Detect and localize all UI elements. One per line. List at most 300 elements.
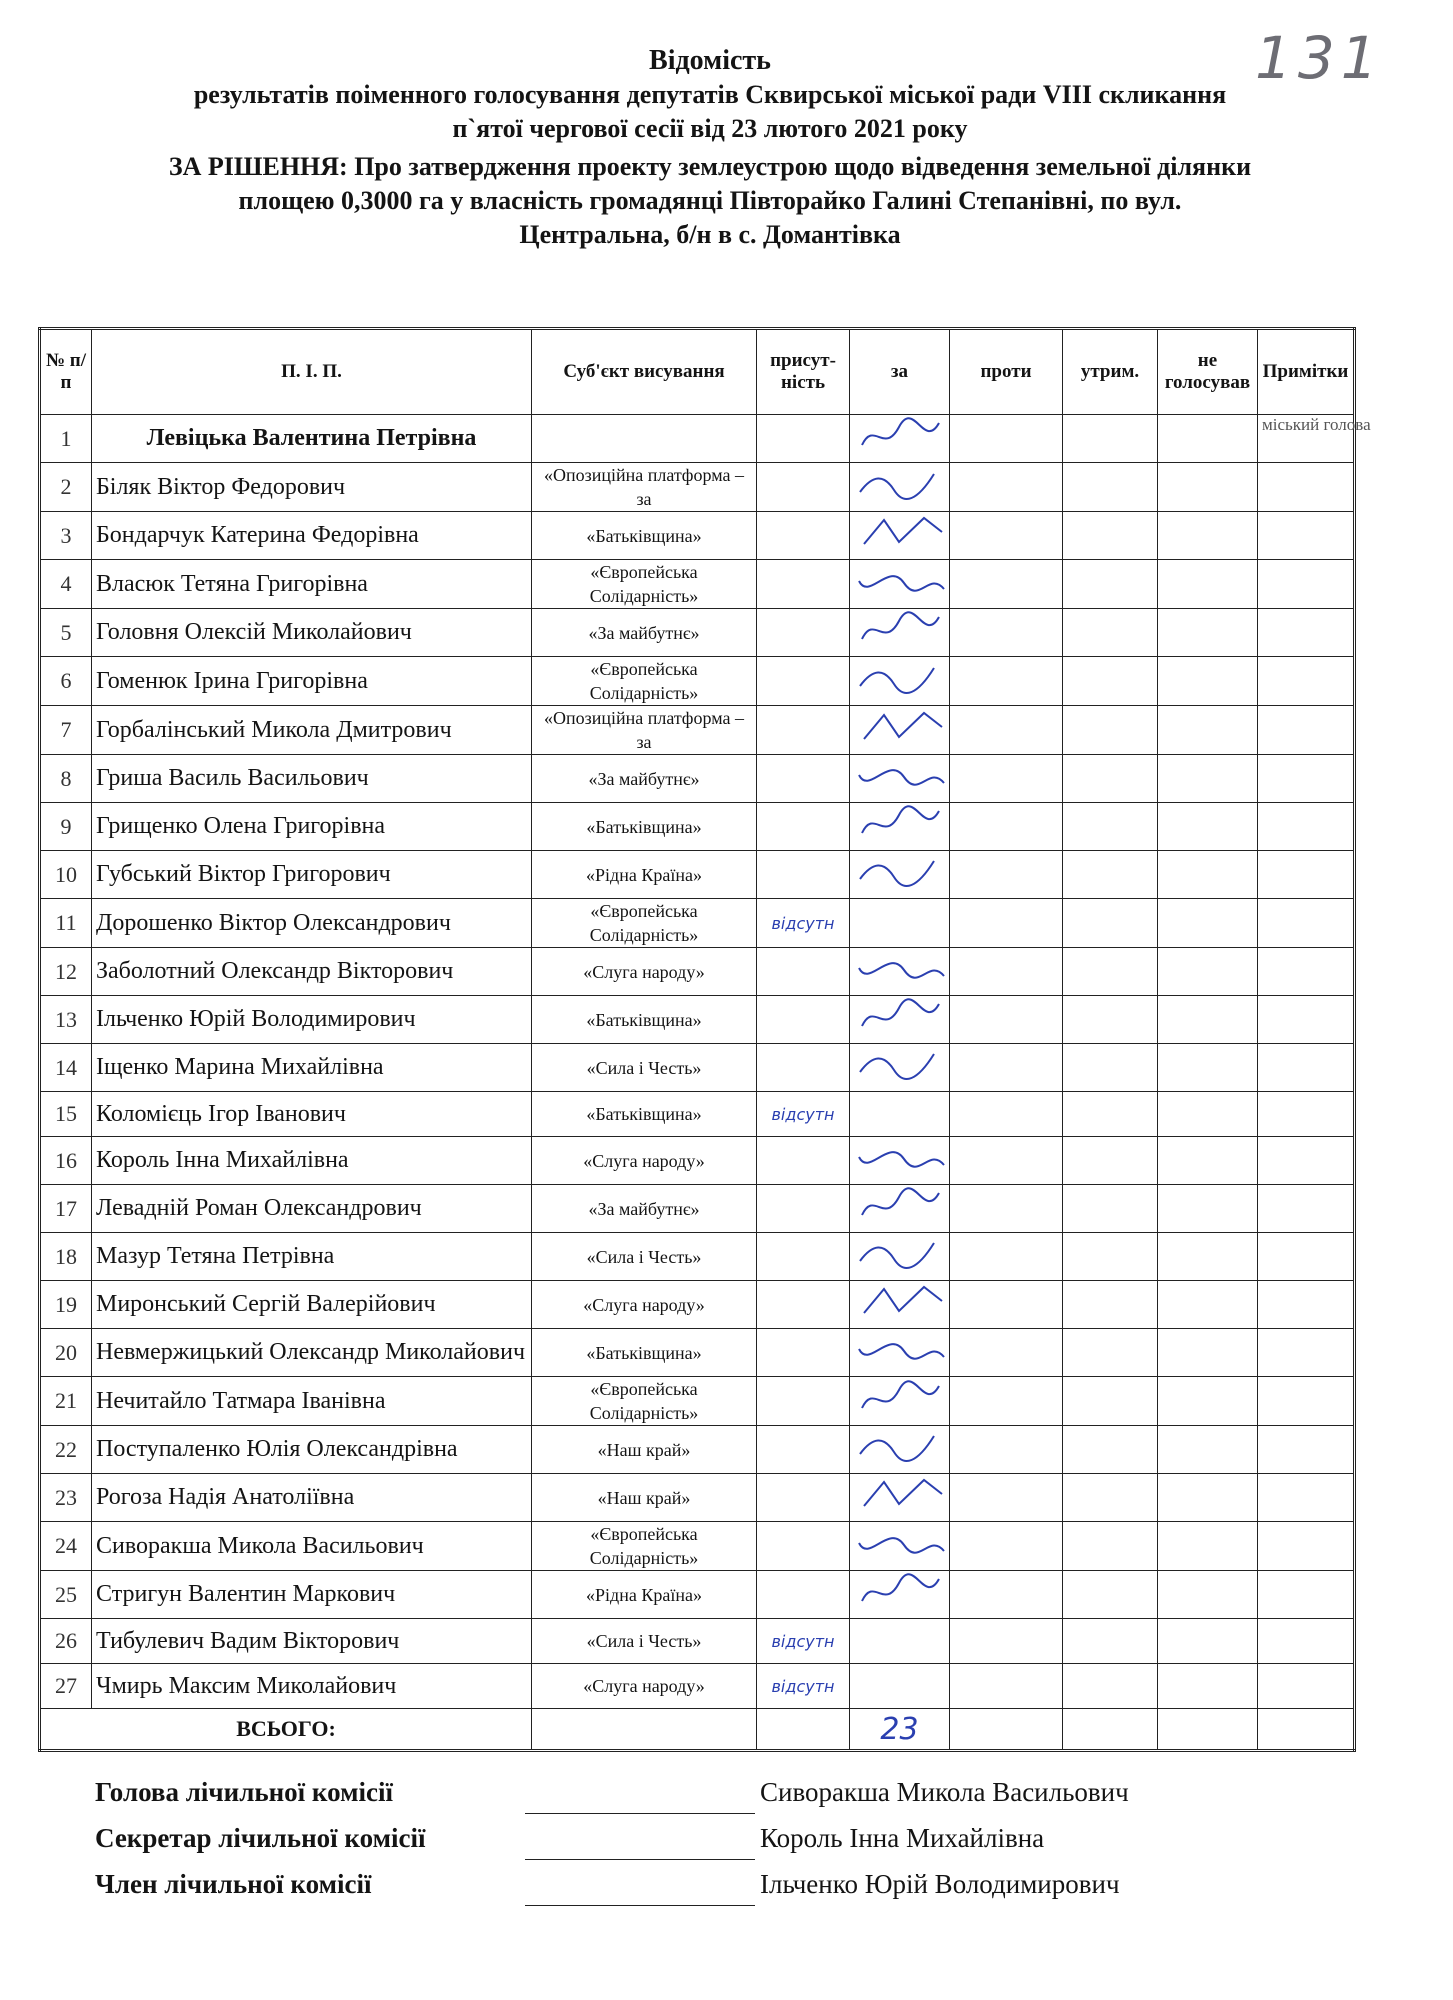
not-voted-cell (1158, 755, 1258, 803)
row-number: 14 (40, 1044, 92, 1092)
vote-for-cell (850, 1474, 950, 1522)
presence-mark (757, 609, 850, 657)
nominating-subject: «Європейська Солідарність» (532, 657, 757, 706)
total-label: ВСЬОГО: (40, 1709, 532, 1751)
note-cell (1258, 1619, 1355, 1664)
table-row (40, 899, 1355, 948)
signature-line (525, 1813, 755, 1814)
deputy-name: Ільченко Юрій Володимирович (92, 996, 532, 1044)
nominating-subject: «Європейська Солідарність» (532, 560, 757, 609)
vote-abstain-cell (1063, 1474, 1158, 1522)
decision-line-3: Центральна, б/н в с. Домантівка (519, 220, 901, 249)
presence-mark (757, 415, 850, 463)
vote-against-cell (950, 1281, 1063, 1329)
presence-mark (757, 851, 850, 899)
not-voted-cell (1158, 706, 1258, 755)
presence-mark (757, 996, 850, 1044)
deputy-name: Миронський Сергій Валерійович (92, 1281, 532, 1329)
document-title: Відомість (649, 45, 771, 76)
table-row (40, 560, 1355, 609)
vote-for-cell (850, 657, 950, 706)
vote-for-cell (850, 1281, 950, 1329)
header-line-3: п`ятої чергової сесії від 23 лютого 2021 року (452, 114, 968, 143)
vote-abstain-cell (1063, 1426, 1158, 1474)
vote-abstain-cell (1063, 706, 1158, 755)
note-cell (1258, 1474, 1355, 1522)
note-cell (1258, 560, 1355, 609)
presence-mark (757, 1426, 850, 1474)
vote-for-cell (850, 1137, 950, 1185)
row-number: 20 (40, 1329, 92, 1377)
vote-against-cell (950, 1092, 1063, 1137)
vote-abstain-cell (1063, 899, 1158, 948)
deputy-name: Нечитайло Татмара Іванівна (92, 1377, 532, 1426)
note-cell (1258, 463, 1355, 512)
nominating-subject: «За майбутнє» (532, 1185, 757, 1233)
vote-abstain-cell (1063, 1522, 1158, 1571)
nominating-subject: «Сила і Честь» (532, 1619, 757, 1664)
presence-mark (757, 463, 850, 512)
table-row (40, 1426, 1355, 1474)
deputy-name: Сиворакша Микола Васильович (92, 1522, 532, 1571)
row-number: 21 (40, 1377, 92, 1426)
note-cell (1258, 1522, 1355, 1571)
signature-mark (854, 1185, 946, 1225)
table-row (40, 1044, 1355, 1092)
note-cell (1258, 851, 1355, 899)
commission-member-name: Сиворакша Микола Васильович (760, 1777, 1129, 1807)
table-row (40, 851, 1355, 899)
deputy-name: Бондарчук Катерина Федорівна (92, 512, 532, 560)
header-subject: Суб'єкт висування (532, 329, 757, 415)
vote-for-cell (850, 1571, 950, 1619)
vote-for-cell (850, 1619, 950, 1664)
deputy-name: Губський Віктор Григорович (92, 851, 532, 899)
vote-abstain-cell (1063, 1329, 1158, 1377)
total-row (40, 1709, 1355, 1751)
total-note-cell (1258, 1709, 1355, 1751)
note-cell (1258, 948, 1355, 996)
row-number: 6 (40, 657, 92, 706)
total-abstain-cell (1063, 1709, 1158, 1751)
not-voted-cell (1158, 657, 1258, 706)
nominating-subject: «Батьківщина» (532, 1329, 757, 1377)
note-cell (1258, 899, 1355, 948)
signature-mark (854, 1523, 946, 1563)
nominating-subject: «Рідна Країна» (532, 851, 757, 899)
row-number: 4 (40, 560, 92, 609)
vote-abstain-cell (1063, 463, 1158, 512)
deputy-name: Король Інна Михайлівна (92, 1137, 532, 1185)
presence-mark (757, 1281, 850, 1329)
nominating-subject: «Рідна Країна» (532, 1571, 757, 1619)
vote-against-cell (950, 609, 1063, 657)
deputy-name: Гриша Василь Васильович (92, 755, 532, 803)
signature-mark (854, 803, 946, 843)
not-voted-cell (1158, 415, 1258, 463)
table-row (40, 1281, 1355, 1329)
deputy-name: Рогоза Надія Анатоліївна (92, 1474, 532, 1522)
vote-abstain-cell (1063, 415, 1158, 463)
row-number: 24 (40, 1522, 92, 1571)
note-cell (1258, 1664, 1355, 1709)
row-number: 11 (40, 899, 92, 948)
vote-for-cell (850, 415, 950, 463)
vote-abstain-cell (1063, 1185, 1158, 1233)
table-header-row (40, 329, 1355, 415)
vote-abstain-cell (1063, 1664, 1158, 1709)
row-number: 1 (40, 415, 92, 463)
vote-for-cell (850, 1329, 950, 1377)
row-number: 27 (40, 1664, 92, 1709)
not-voted-cell (1158, 1329, 1258, 1377)
table-row (40, 1092, 1355, 1137)
nominating-subject: «Опозиційна платформа – за (532, 463, 757, 512)
table-row (40, 1233, 1355, 1281)
vote-against-cell (950, 1664, 1063, 1709)
nominating-subject: «Наш край» (532, 1426, 757, 1474)
not-voted-cell (1158, 851, 1258, 899)
presence-mark: відсутн (757, 899, 850, 948)
vote-against-cell (950, 1426, 1063, 1474)
note-cell (1258, 996, 1355, 1044)
not-voted-cell (1158, 1233, 1258, 1281)
deputy-name: Коломієць Ігор Іванович (92, 1092, 532, 1137)
table-row (40, 1522, 1355, 1571)
commission-member-name: Ільченко Юрій Володимирович (760, 1869, 1120, 1899)
deputy-name: Чмирь Максим Миколайович (92, 1664, 532, 1709)
vote-against-cell (950, 463, 1063, 512)
total-subject-cell (532, 1709, 757, 1751)
deputy-name: Левіцька Валентина Петрівна (92, 415, 532, 463)
deputy-name: Невмержицький Олександр Миколайович (92, 1329, 532, 1377)
note-cell (1258, 755, 1355, 803)
presence-mark (757, 1571, 850, 1619)
presence-mark (757, 657, 850, 706)
header-note: Примітки (1258, 329, 1355, 415)
note-cell (1258, 512, 1355, 560)
vote-against-cell (950, 755, 1063, 803)
not-voted-cell (1158, 560, 1258, 609)
not-voted-cell (1158, 1137, 1258, 1185)
signature-mark (854, 464, 946, 504)
presence-mark (757, 1044, 850, 1092)
vote-for-cell (850, 512, 950, 560)
row-number: 17 (40, 1185, 92, 1233)
presence-mark (757, 512, 850, 560)
total-present-cell (757, 1709, 850, 1751)
vote-abstain-cell (1063, 803, 1158, 851)
table-row (40, 1377, 1355, 1426)
vote-against-cell (950, 851, 1063, 899)
signature-mark (854, 948, 946, 988)
commission-member-name: Король Інна Михайлівна (760, 1823, 1045, 1853)
vote-for-cell (850, 996, 950, 1044)
header-against: проти (950, 329, 1063, 415)
signature-mark (854, 851, 946, 891)
vote-against-cell (950, 1233, 1063, 1281)
vote-abstain-cell (1063, 1092, 1158, 1137)
total-for: 23 (850, 1709, 950, 1751)
note-cell (1258, 1233, 1355, 1281)
note-cell: міський голова (1258, 415, 1355, 463)
vote-for-cell (850, 560, 950, 609)
table-row (40, 415, 1355, 463)
vote-for-cell (850, 948, 950, 996)
table-row (40, 657, 1355, 706)
decision-line-2: площею 0,3000 га у власність громадянці Півторайко Галині Степанівні, по вул. (238, 186, 1182, 215)
presence-mark (757, 1137, 850, 1185)
table-row (40, 1664, 1355, 1709)
table-row (40, 512, 1355, 560)
deputy-name: Тибулевич Вадим Вікторович (92, 1619, 532, 1664)
vote-for-cell (850, 1522, 950, 1571)
vote-against-cell (950, 1185, 1063, 1233)
vote-abstain-cell (1063, 609, 1158, 657)
vote-for-cell (850, 1426, 950, 1474)
row-number: 10 (40, 851, 92, 899)
vote-for-cell (850, 1044, 950, 1092)
signature-mark (854, 561, 946, 601)
presence-mark (757, 1233, 850, 1281)
note-cell (1258, 1044, 1355, 1092)
header-not-voted: не голосував (1158, 329, 1258, 415)
nominating-subject: «Батьківщина» (532, 512, 757, 560)
vote-abstain-cell (1063, 851, 1158, 899)
not-voted-cell (1158, 1664, 1258, 1709)
nominating-subject: «За майбутнє» (532, 609, 757, 657)
not-voted-cell (1158, 1044, 1258, 1092)
signature-line (525, 1905, 755, 1906)
vote-for-cell (850, 706, 950, 755)
presence-mark: відсутн (757, 1664, 850, 1709)
row-number: 22 (40, 1426, 92, 1474)
row-number: 9 (40, 803, 92, 851)
presence-mark (757, 560, 850, 609)
vote-abstain-cell (1063, 1137, 1158, 1185)
not-voted-cell (1158, 1619, 1258, 1664)
row-number: 5 (40, 609, 92, 657)
note-cell (1258, 1137, 1355, 1185)
vote-against-cell (950, 1474, 1063, 1522)
deputy-name: Власюк Тетяна Григорівна (92, 560, 532, 609)
row-number: 8 (40, 755, 92, 803)
signature-mark (854, 707, 946, 747)
presence-mark: відсутн (757, 1092, 850, 1137)
deputy-name: Гоменюк Ірина Григорівна (92, 657, 532, 706)
vote-against-cell (950, 1571, 1063, 1619)
deputy-name: Головня Олексій Миколайович (92, 609, 532, 657)
signature-mark (854, 1281, 946, 1321)
nominating-subject: «Європейська Солідарність» (532, 1522, 757, 1571)
nominating-subject (532, 415, 757, 463)
presence-mark (757, 755, 850, 803)
not-voted-cell (1158, 609, 1258, 657)
nominating-subject: «Опозиційна платформа – за (532, 706, 757, 755)
vote-against-cell (950, 657, 1063, 706)
signature-mark (854, 1137, 946, 1177)
presence-mark (757, 1185, 850, 1233)
header-num: № п/п (40, 329, 92, 415)
table-row (40, 948, 1355, 996)
row-number: 13 (40, 996, 92, 1044)
vote-against-cell (950, 1377, 1063, 1426)
nominating-subject: «Європейська Солідарність» (532, 1377, 757, 1426)
presence-mark (757, 1522, 850, 1571)
vote-abstain-cell (1063, 755, 1158, 803)
row-number: 7 (40, 706, 92, 755)
vote-for-cell (850, 803, 950, 851)
signature-mark (854, 1474, 946, 1514)
row-number: 16 (40, 1137, 92, 1185)
commission-member-row (95, 1869, 1295, 1915)
vote-for-cell (850, 1233, 950, 1281)
not-voted-cell (1158, 1377, 1258, 1426)
signature-mark (854, 512, 946, 552)
table-row (40, 1185, 1355, 1233)
not-voted-cell (1158, 1281, 1258, 1329)
table-row (40, 755, 1355, 803)
deputy-name: Іщенко Марина Михайлівна (92, 1044, 532, 1092)
vote-for-cell (850, 755, 950, 803)
nominating-subject: «Наш край» (532, 1474, 757, 1522)
decision-line-1: ЗА РІШЕННЯ: Про затвердження проекту землеустрою щодо відведення земельної ділянки (168, 152, 1252, 181)
not-voted-cell (1158, 512, 1258, 560)
row-number: 15 (40, 1092, 92, 1137)
vote-against-cell (950, 1329, 1063, 1377)
deputy-name: Дорошенко Віктор Олександрович (92, 899, 532, 948)
row-number: 25 (40, 1571, 92, 1619)
signature-mark (854, 1329, 946, 1369)
table-row (40, 1571, 1355, 1619)
nominating-subject: «Сила і Честь» (532, 1233, 757, 1281)
vote-for-cell (850, 463, 950, 512)
page-number: 131 (1255, 24, 1384, 92)
vote-abstain-cell (1063, 512, 1158, 560)
row-number: 26 (40, 1619, 92, 1664)
header-line-2: результатів поіменного голосування депутатів Сквирської міської ради VIII скликання (193, 80, 1227, 109)
deputy-name: Стригун Валентин Маркович (92, 1571, 532, 1619)
signature-line (525, 1859, 755, 1860)
vote-abstain-cell (1063, 1281, 1158, 1329)
note-cell (1258, 1329, 1355, 1377)
header-name: П. І. П. (92, 329, 532, 415)
presence-mark (757, 1474, 850, 1522)
deputy-name: Біляк Віктор Федорович (92, 463, 532, 512)
vote-against-cell (950, 1619, 1063, 1664)
vote-for-cell (850, 1664, 950, 1709)
table-row (40, 1137, 1355, 1185)
vote-for-cell (850, 851, 950, 899)
nominating-subject: «Слуга народу» (532, 1281, 757, 1329)
note-cell (1258, 706, 1355, 755)
commission-role: Член лічильної комісії (95, 1869, 372, 1899)
row-number: 23 (40, 1474, 92, 1522)
deputy-name: Грищенко Олена Григорівна (92, 803, 532, 851)
table-row (40, 1619, 1355, 1664)
nominating-subject: «Батьківщина» (532, 803, 757, 851)
vote-for-cell (850, 1377, 950, 1426)
row-number: 12 (40, 948, 92, 996)
deputy-name: Поступаленко Юлія Олександрівна (92, 1426, 532, 1474)
table-row (40, 463, 1355, 512)
presence-mark (757, 1329, 850, 1377)
not-voted-cell (1158, 1474, 1258, 1522)
signature-mark (854, 658, 946, 698)
nominating-subject: «Слуга народу» (532, 1664, 757, 1709)
vote-abstain-cell (1063, 1044, 1158, 1092)
nominating-subject: «Слуга народу» (532, 948, 757, 996)
vote-abstain-cell (1063, 657, 1158, 706)
signature-mark (854, 415, 946, 455)
vote-abstain-cell (1063, 1377, 1158, 1426)
deputy-name: Горбалінський Микола Дмитрович (92, 706, 532, 755)
note-cell (1258, 1185, 1355, 1233)
vote-abstain-cell (1063, 1571, 1158, 1619)
note-cell (1258, 1377, 1355, 1426)
document-header (20, 44, 1400, 252)
vote-against-cell (950, 415, 1063, 463)
header-present: присут-ність (757, 329, 850, 415)
vote-abstain-cell (1063, 1619, 1158, 1664)
presence-mark (757, 803, 850, 851)
vote-abstain-cell (1063, 948, 1158, 996)
signature-mark (854, 609, 946, 649)
commission-member-row (95, 1823, 1295, 1869)
not-voted-cell (1158, 899, 1258, 948)
total-not-voted-cell (1158, 1709, 1258, 1751)
vote-against-cell (950, 1522, 1063, 1571)
deputy-name: Левадній Роман Олександрович (92, 1185, 532, 1233)
note-cell (1258, 1571, 1355, 1619)
table-row (40, 609, 1355, 657)
vote-for-cell (850, 899, 950, 948)
vote-abstain-cell (1063, 560, 1158, 609)
row-number: 2 (40, 463, 92, 512)
signature-mark (854, 1044, 946, 1084)
nominating-subject: «Батьківщина» (532, 996, 757, 1044)
vote-against-cell (950, 803, 1063, 851)
vote-against-cell (950, 1044, 1063, 1092)
commission-signatures (95, 1777, 1295, 1915)
note-cell (1258, 803, 1355, 851)
vote-against-cell (950, 996, 1063, 1044)
signature-mark (854, 1378, 946, 1418)
not-voted-cell (1158, 1571, 1258, 1619)
note-cell (1258, 657, 1355, 706)
not-voted-cell (1158, 463, 1258, 512)
presence-mark (757, 948, 850, 996)
presence-mark (757, 706, 850, 755)
commission-role: Голова лічильної комісії (95, 1777, 393, 1807)
not-voted-cell (1158, 1522, 1258, 1571)
vote-against-cell (950, 512, 1063, 560)
voting-table (38, 327, 1371, 1752)
header-abstain: утрим. (1063, 329, 1158, 415)
commission-role: Секретар лічильної комісії (95, 1823, 426, 1853)
table-row (40, 803, 1355, 851)
vote-against-cell (950, 948, 1063, 996)
vote-abstain-cell (1063, 996, 1158, 1044)
table-row (40, 996, 1355, 1044)
row-number: 18 (40, 1233, 92, 1281)
presence-mark (757, 1377, 850, 1426)
vote-for-cell (850, 1185, 950, 1233)
signature-mark (854, 1571, 946, 1611)
nominating-subject: «Європейська Солідарність» (532, 899, 757, 948)
total-against-cell (950, 1709, 1063, 1751)
not-voted-cell (1158, 1092, 1258, 1137)
